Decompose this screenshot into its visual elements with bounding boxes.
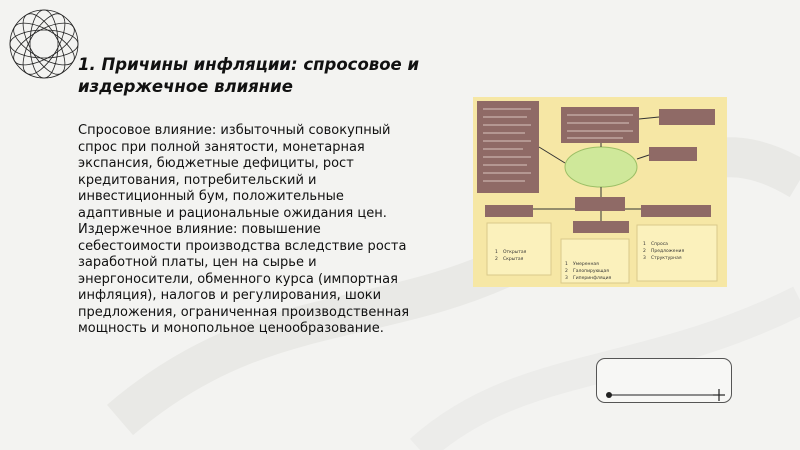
diagram-block [649, 147, 697, 161]
dot-icon [606, 392, 612, 398]
diagram-list-item: 3 [643, 256, 646, 261]
diagram-list-item: Структурная [651, 256, 682, 261]
diagram-list-item: 2 [495, 257, 498, 262]
plus-icon [713, 389, 725, 401]
diagram-list-item: Открытая [503, 250, 527, 255]
body-text: Спросовое влияние: избыточный совокупный спрос при полной занятости, монетарная экспансия, бюджетные дефициты, рост кредитования, потребительский и инвестиционный бум, положительные адаптивные и рациональные ожидания цен. Издержечное влияние: повышение себестоимости производства вследствие роста заработной платы, цен на сырье и энергоносители, обменного курса (импортная инфляция), налогов и регулирования, шоки предложения, ограниченная производственная мощность и монопольное ценообразование. [78, 123, 410, 336]
diagram-list-item: 1 [565, 262, 568, 267]
diagram-block [575, 197, 625, 211]
diagram-box [487, 223, 551, 275]
diagram-list-item: Предложения [651, 249, 685, 254]
diagram-list-item: 1 [495, 250, 498, 255]
diagram-image [473, 97, 727, 287]
diagram-list-item: 3 [565, 276, 568, 281]
diagram-block [573, 221, 629, 233]
diagram-block [477, 101, 539, 193]
diagram-block [641, 205, 711, 217]
diagram-list-item: Умеренная [573, 262, 599, 267]
diagram-list-item: 1 [643, 242, 646, 247]
diagram-list-item: 2 [565, 269, 568, 274]
spirograph-logo-icon [4, 4, 84, 84]
diagram-list-item: 2 [643, 249, 646, 254]
diagram-list-item: Галопирующая [573, 269, 610, 274]
diagram-block [485, 205, 533, 217]
timeline-widget[interactable] [596, 358, 732, 403]
diagram-block [659, 109, 715, 125]
diagram-list-item: Скрытая [503, 257, 524, 262]
page-title: 1. Причины инфляции: спросовое и издержечное влияние [78, 55, 420, 96]
diagram-ellipse [565, 147, 637, 187]
diagram-list-item: Гиперинфляция [573, 276, 612, 281]
diagram-list-item: Спроса [651, 242, 668, 247]
